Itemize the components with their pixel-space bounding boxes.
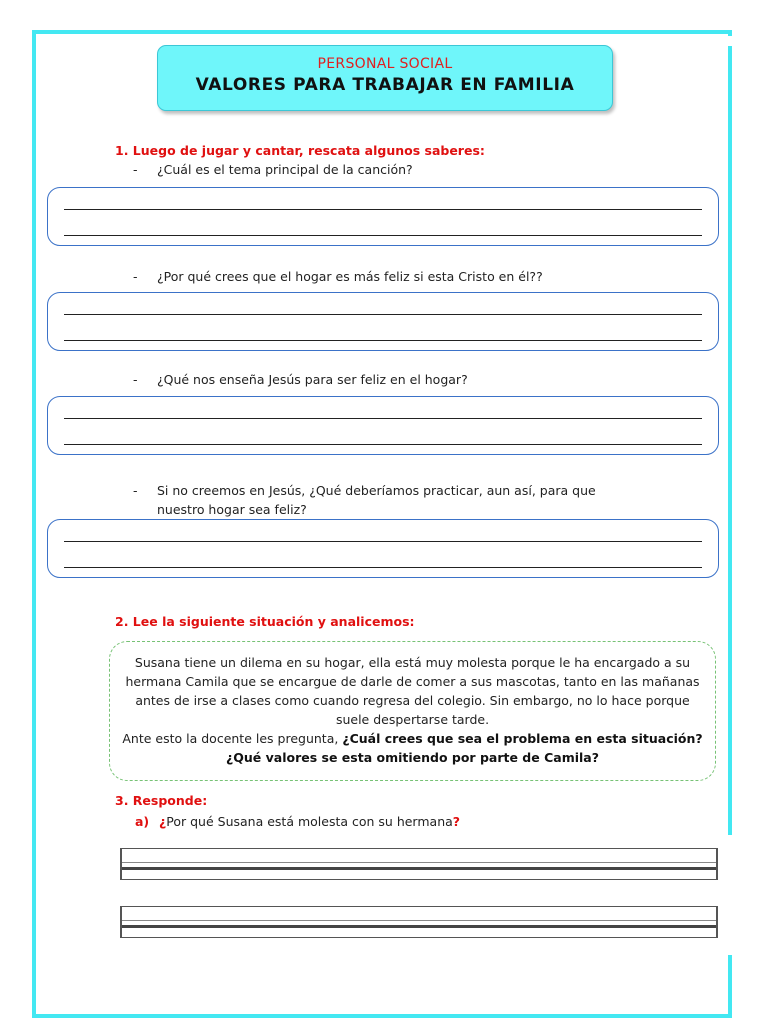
answer-line[interactable] [64, 340, 702, 341]
story-line: Ante esto la docente les pregunta, [122, 731, 343, 746]
ruled-line [122, 937, 716, 938]
answer-line[interactable] [64, 567, 702, 568]
story-question: ¿Cuál crees que sea el problema en esta situación? [342, 731, 703, 746]
ruled-line [122, 906, 716, 907]
question-text: Si no creemos en Jesús, ¿Qué deberíamos practicar, aun así, para que [157, 483, 596, 498]
question-2 [133, 267, 543, 286]
story-line: suele despertarse tarde. [335, 712, 490, 727]
story-line: antes de irse a clases como cuando regresa del colegio. Sin embargo, no lo hace porque [135, 693, 690, 708]
question-1 [133, 160, 413, 179]
story-line: Susana tiene un dilema en su hogar, ella está muy molesta porque le ha encargado a su [134, 655, 691, 670]
ruled-line [122, 862, 716, 863]
question-text-continued: nuestro hogar sea feliz? [157, 502, 307, 517]
answer-line[interactable] [64, 444, 702, 445]
answer-line[interactable] [64, 209, 702, 210]
answer-box-3[interactable] [47, 396, 719, 455]
story-question-line [110, 748, 715, 767]
section-1-heading: 1. Luego de jugar y cantar, rescata algunos saberes: [115, 143, 485, 158]
ruled-answer-line-1[interactable] [120, 848, 718, 880]
ruled-line [122, 879, 716, 880]
question-text: ¿Por qué crees que el hogar es más feliz si esta Cristo en él?? [157, 269, 543, 284]
answer-box-2[interactable] [47, 292, 719, 351]
question-dash: - [133, 269, 138, 284]
ruled-answer-line-2[interactable] [120, 906, 718, 938]
open-question-mark: ¿ [159, 814, 167, 829]
question-text: Por qué Susana está molesta con su hermana [166, 814, 453, 829]
story-line: hermana Camila que se encargue de darle de comer a sus mascotas, tanto en las mañanas [125, 674, 700, 689]
border-gap [726, 36, 738, 46]
story-question: ¿Qué valores se esta omitiendo por parte de Camila? [226, 750, 599, 765]
border-gap [726, 835, 738, 955]
section-3-heading: 3. Responde: [115, 793, 208, 808]
subject-label: PERSONAL SOCIAL [317, 56, 453, 72]
answer-line[interactable] [64, 541, 702, 542]
story-question-line [110, 729, 715, 748]
question-dash: - [133, 162, 138, 177]
question-dash: - [133, 372, 138, 387]
answer-line[interactable] [64, 235, 702, 236]
question-text: ¿Qué nos enseña Jesús para ser feliz en el hogar? [157, 372, 468, 387]
item-letter: a) [135, 814, 150, 829]
ruled-line [122, 920, 716, 921]
question-a [135, 814, 460, 829]
question-4 [133, 481, 596, 519]
question-dash: - [133, 483, 138, 498]
page-title: VALORES PARA TRABAJAR EN FAMILIA [195, 75, 575, 95]
question-text: ¿Cuál es el tema principal de la canción? [157, 162, 413, 177]
ruled-line [122, 867, 716, 870]
answer-box-4[interactable] [47, 519, 719, 578]
ruled-line [122, 925, 716, 928]
answer-line[interactable] [64, 418, 702, 419]
ruled-line [122, 848, 716, 849]
section-2-heading: 2. Lee la siguiente situación y analicemos: [115, 614, 415, 629]
answer-box-1[interactable] [47, 187, 719, 246]
answer-line[interactable] [64, 314, 702, 315]
question-3 [133, 370, 468, 389]
situation-box [109, 641, 716, 781]
title-banner [157, 45, 613, 111]
close-question-mark: ? [452, 814, 461, 829]
